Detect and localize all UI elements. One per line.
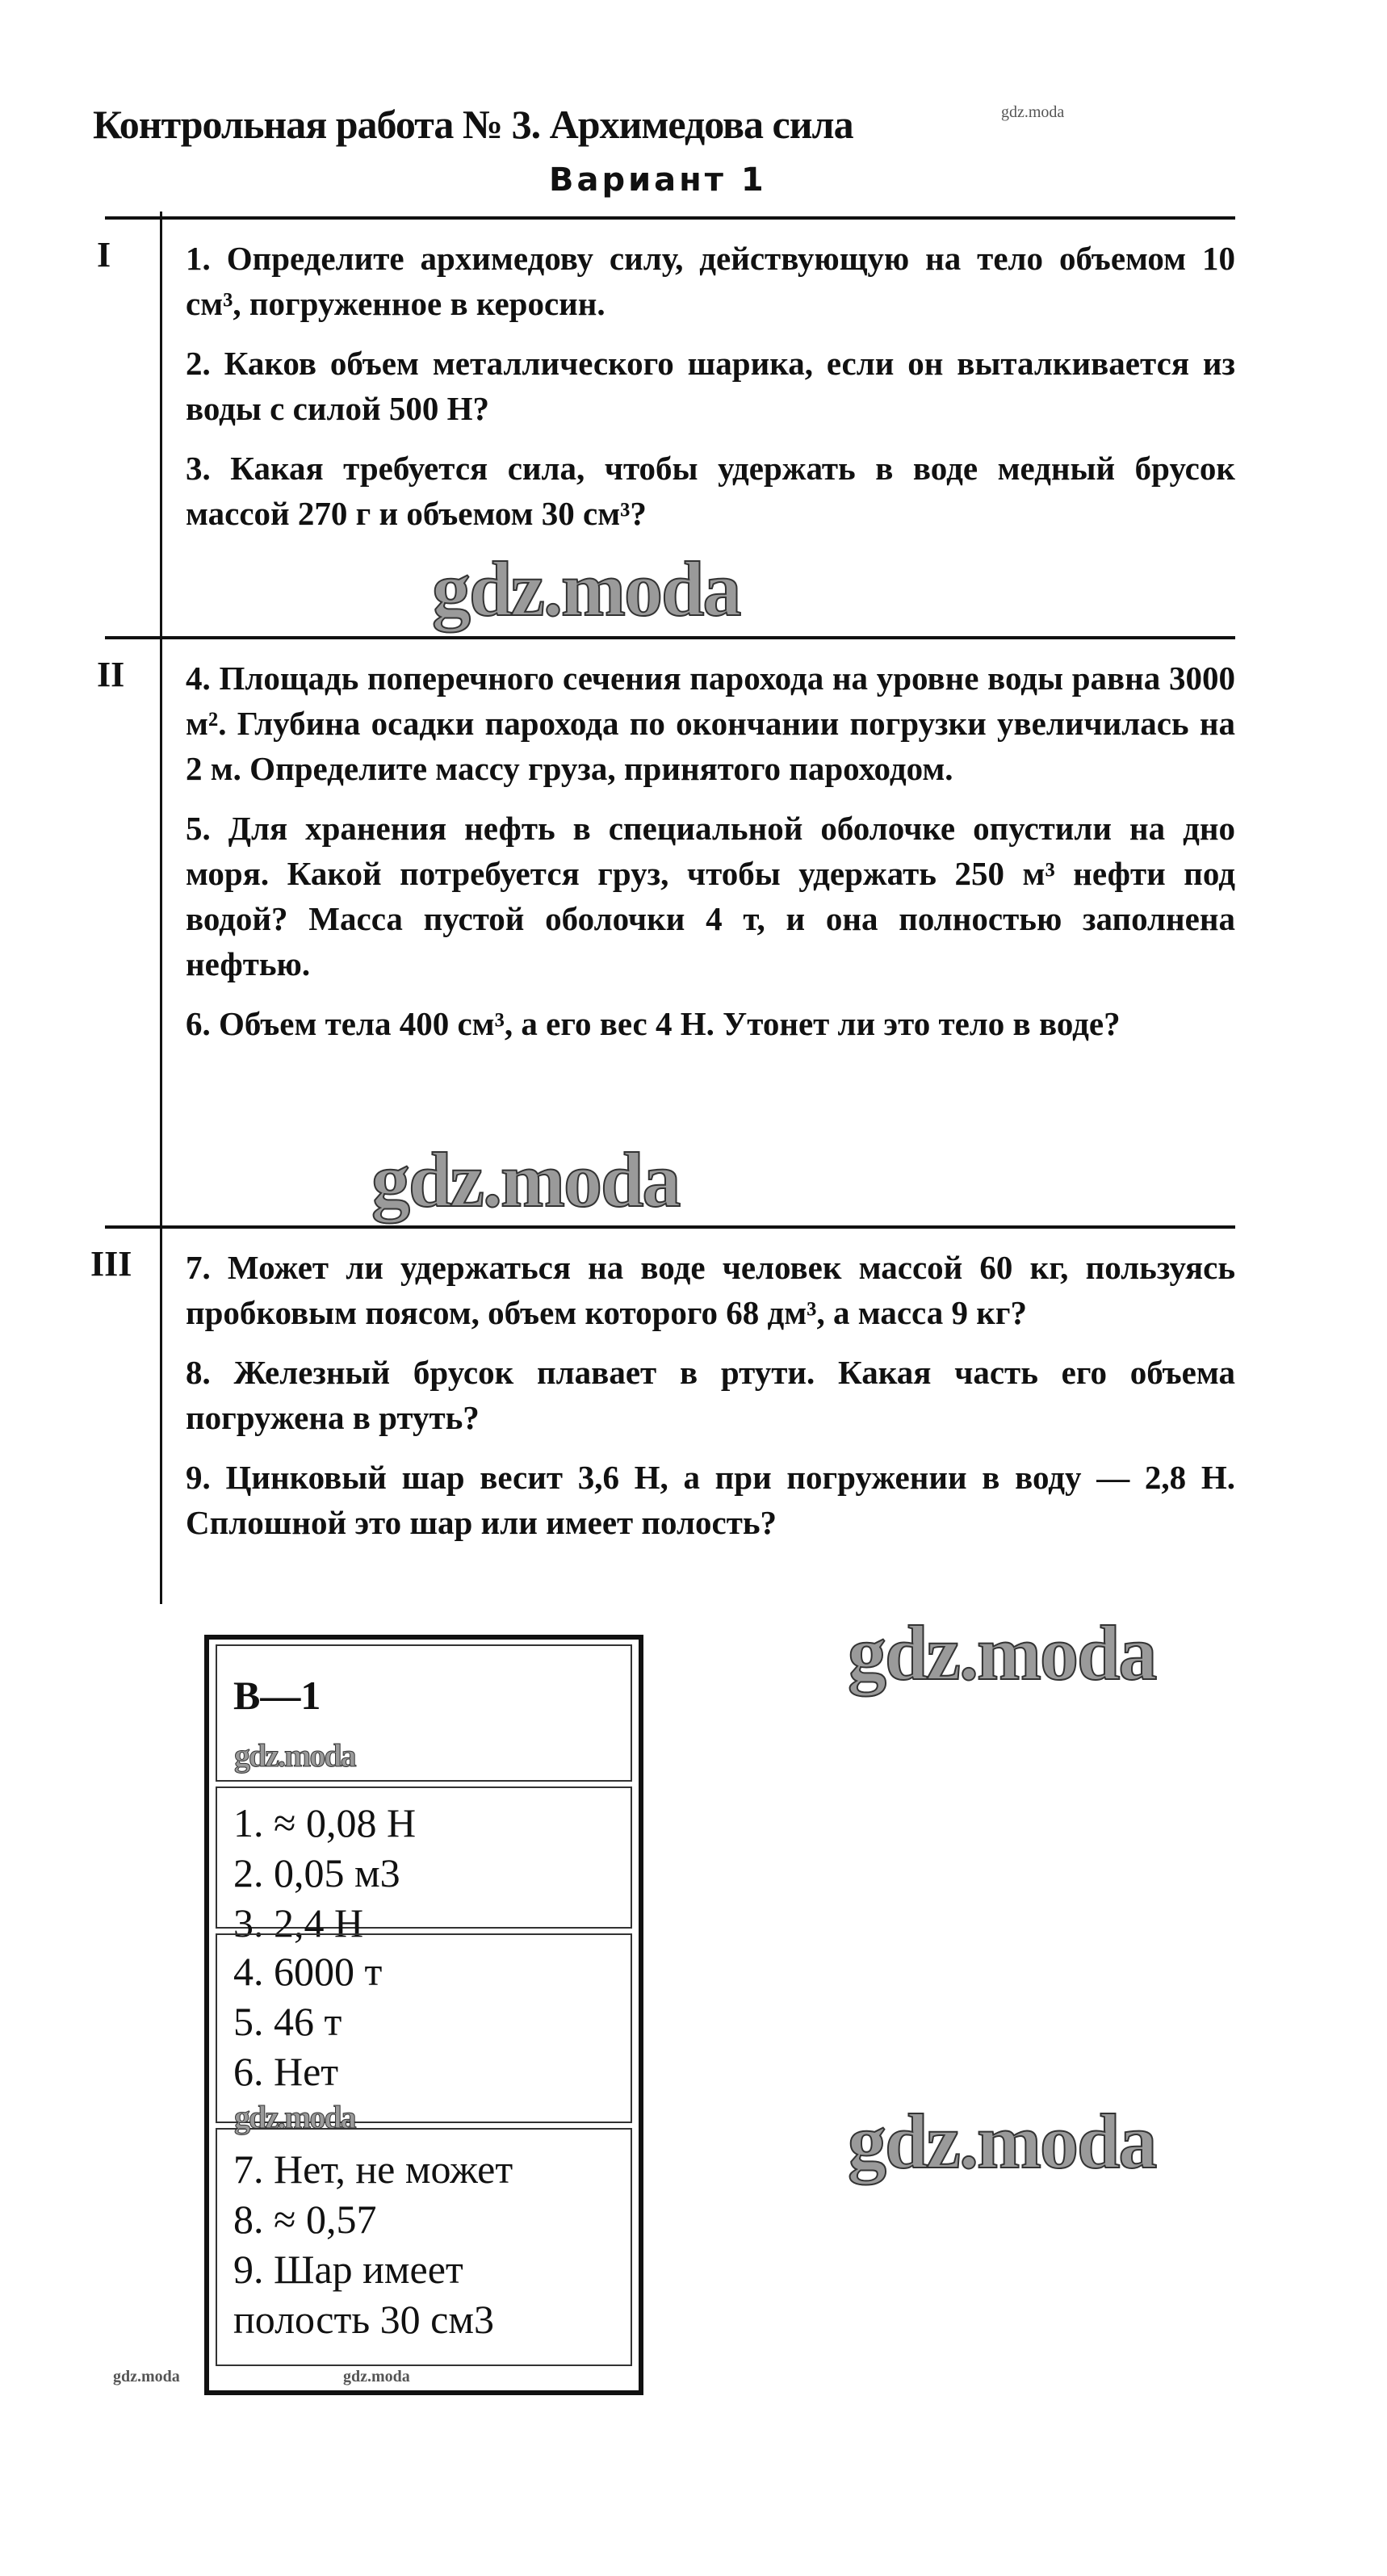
watermark-small: gdz.moda (1001, 103, 1065, 121)
watermark: gdz.moda (848, 2098, 1156, 2184)
answer: 6. Нет (233, 2049, 339, 2094)
question (186, 341, 1235, 431)
answer: 1. ≈ 0,08 Н (233, 1800, 417, 1845)
question-number: 8. (186, 1354, 211, 1391)
question-text: Площадь поперечного сечения парохода на уровне воды равна 3000 м². Глубина осадки парохода по окончании погрузки увеличилась на 2 м. Определите массу груза, принятого пароходом. (186, 660, 1235, 787)
question (186, 1001, 1235, 1046)
question-number: 7. (186, 1249, 211, 1286)
answers-header-text: В—1 (233, 1673, 321, 1718)
answer: 3. 2,4 Н (233, 1900, 364, 1946)
watermark: gdz.moda (234, 2099, 355, 2135)
answers-group (216, 1786, 632, 1946)
section-3-questions (186, 1245, 1235, 1560)
question (186, 1455, 1235, 1545)
variant-heading: Вариант 1 (549, 161, 767, 199)
watermark: gdz.moda (113, 2368, 180, 2385)
watermark: gdz.moda (234, 1737, 355, 1774)
question-number: 6. (186, 1005, 211, 1042)
answer: 8. ≈ 0,57 (233, 2197, 377, 2242)
question (186, 236, 1235, 326)
question-text: Какая требуется сила, чтобы удержать в воде медный брусок массой 270 г и объемом 30 см³? (186, 450, 1235, 532)
section-number: III (90, 1244, 132, 1284)
question-text: Определите архимедову силу, действующую на тело объемом 10 см³, погруженное в керосин. (186, 240, 1235, 322)
page-title: Контрольная работа № 3. Архимедова сила (93, 102, 853, 147)
watermark: gdz.moda (848, 1610, 1156, 1696)
watermark: gdz.moda (432, 546, 740, 632)
section-2-questions (186, 656, 1235, 1061)
question-number: 5. (186, 810, 211, 847)
watermark: gdz.moda (371, 1137, 680, 1223)
answer: 9. Шар имеет (233, 2247, 463, 2292)
divider (105, 1225, 1235, 1229)
question-number: 1. (186, 240, 211, 277)
question-number: 3. (186, 450, 211, 487)
question-text: Каков объем металлического шарика, если он выталкивается из воды с силой 500 Н? (186, 345, 1235, 427)
answer: полость 30 см3 (233, 2297, 494, 2342)
answers-group (216, 2128, 632, 2366)
question-text: Может ли удержаться на воде человек массой 60 кг, пользуясь пробковым поясом, объем которого 68 дм³, а масса 9 кг? (186, 1249, 1236, 1331)
question-text: Объем тела 400 см³, а его вес 4 Н. Утонет ли это тело в воде? (219, 1005, 1121, 1042)
question (186, 806, 1235, 986)
watermark: gdz.moda (343, 2368, 410, 2385)
divider (105, 636, 1235, 639)
question (186, 1350, 1235, 1440)
question-number: 2. (186, 345, 211, 382)
question-text: Для хранения нефть в специальной оболочке опустили на дно моря. Какой потребуется груз, чтобы удержать 250 м³ нефти под водой? Масса пустой оболочки 4 т, и она полностью заполнена нефтью. (186, 810, 1236, 982)
question-text: Цинковый шар весит 3,6 Н, а при погружении в воду — 2,8 Н. Сплошной это шар или имеет полость? (186, 1459, 1235, 1541)
question (186, 446, 1235, 536)
answer: 2. 0,05 м3 (233, 1850, 400, 1895)
section-number: I (97, 235, 111, 274)
question-number: 4. (186, 660, 211, 697)
answers-group (216, 1933, 632, 2123)
divider (105, 216, 1235, 220)
section-number: II (97, 655, 125, 694)
question-text: Железный брусок плавает в ртути. Какая часть его объема погружена в ртуть? (186, 1354, 1235, 1436)
answer: 5. 46 т (233, 1999, 342, 2044)
question-number: 9. (186, 1459, 211, 1496)
question (186, 1245, 1235, 1335)
answer: 4. 6000 т (233, 1949, 383, 1994)
section-1-questions (186, 236, 1235, 551)
question (186, 656, 1235, 791)
column-divider (160, 212, 162, 1604)
answer: 7. Нет, не может (233, 2147, 513, 2192)
